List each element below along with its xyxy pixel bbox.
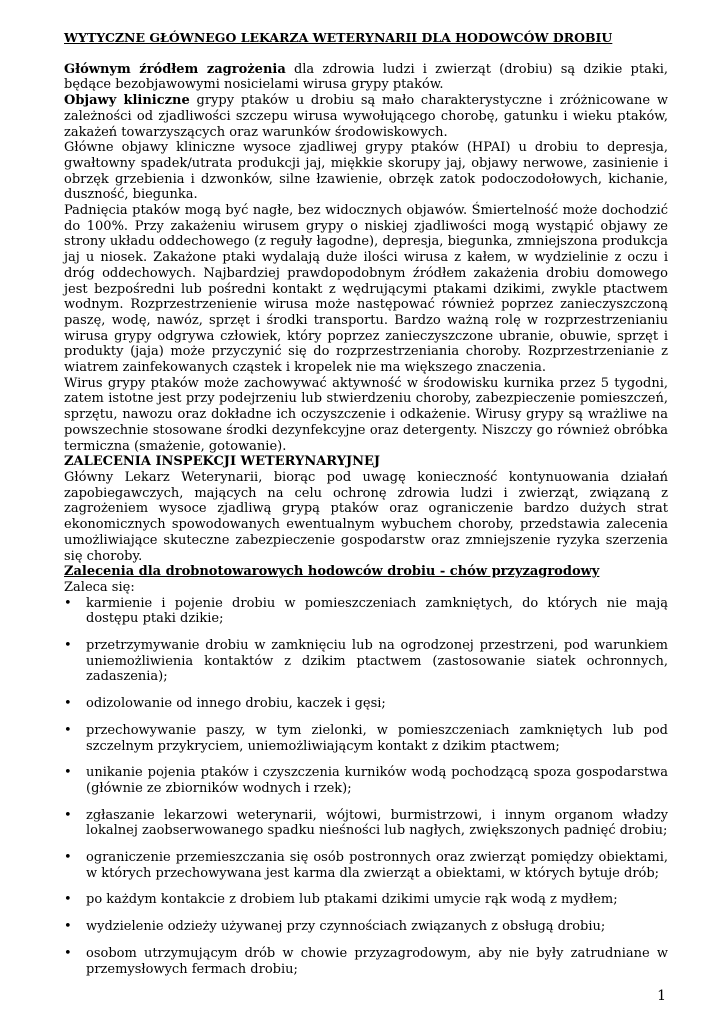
document-page xyxy=(64,30,668,988)
bullet-icon: • xyxy=(64,696,72,712)
bullet-icon: • xyxy=(64,765,72,781)
page-number: 1 xyxy=(657,988,666,1004)
recommendations-lead: Zaleca się: xyxy=(64,579,135,595)
list-item xyxy=(64,765,668,796)
list-item-text: karmienie i pojenie drobiu w pomieszczeniach zamkniętych, do których nie mają dostępu ptaki dzikie; xyxy=(86,595,668,627)
list-item xyxy=(64,946,668,977)
list-item xyxy=(64,638,668,685)
list-item-text: ograniczenie przemieszczania się osób postronnych oraz zwierząt pomiędzy obiektami, w których przechowywana jest karma dla zwierząt a obiektami, w których bytuje drób; xyxy=(86,850,668,881)
list-item-text: osobom utrzymującym drób w chowie przyzagrodowym, aby nie były zatrudniane w przemysłowych fermach drobiu; xyxy=(86,945,668,977)
list-item-text: odizolowanie od innego drobiu, kaczek i gęsi; xyxy=(86,696,386,712)
paragraph-mortality: Padnięcia ptaków mogą być nagłe, bez widocznych objawów. Śmiertelność może dochodzić do 100%. Przy zakażeniu wirusem grypy o niskiej zjadliwości mogą wystąpić objawy ze strony układu oddechowego (z reguły łagodne), depresja, biegunka, zmniejszona produkcja jaj u niosek. Zakażone ptaki wydalają duże ilości wirusa z kałem, w wydzielinie z oczu i dróg oddechowych. Najbardziej prawdopodobnym źródłem zakażenia drobiu domowego jest bezpośredni lub pośredni kontakt z wędrującymi ptakami dzikimi, zwykle ptactwem wodnym. Rozprzestrzenienie wirusa może następować również poprzez zanieczyszczoną paszę, wodę, nawóz, sprzęt i środki transportu. Bardzo ważną rolę w rozprzestrzenianiu wirusa grypy odgrywa człowiek, który poprzez zanieczyszczone ubranie, obuwie, sprzęt i produkty (jaja) może przyczynić się do rozprzestrzeniania choroby. Rozprzestrzenianie z wiatrem zainfekowanych cząstek i kropelek nie ma większego znaczenia. xyxy=(64,203,668,376)
paragraph-virus-persistence: Wirus grypy ptaków może zachowywać aktywność w środowisku kurnika przez 5 tygodni, zatem istotne jest przy podejrzeniu lub stwierdzeniu choroby, zabezpieczenie pomieszczeń, sprzętu, nawozu oraz dokładne ich oczyszczenie i odkażenie. Wirusy grypy są wrażliwe na powszechnie stosowane środki dezynfekcyjne oraz detergenty. Niszczy go również obróbka termiczna (smażenie, gotowanie). xyxy=(64,375,668,454)
bullet-icon: • xyxy=(64,722,72,738)
list-item xyxy=(64,596,668,627)
main-threat-label: Głównym źródłem zagrożenia xyxy=(64,61,286,77)
list-item-text: zgłaszanie lekarzowi weterynarii, wójtowi, burmistrzowi, i innym organom władzy lokalnej zaobserwowanego spadku nieśności lub nagłych, zwiększonych padnięć drobiu; xyxy=(86,807,668,839)
paragraph-inspection-text: Główny Lekarz Weterynarii, biorąc pod uwagę konieczność kontynuowania działań zapobiegawczych, mających na celu ochronę zdrowia ludzi i zwierząt, związaną z zagrożeniem wysoce zjadliwą grypą ptaków oraz ograniczenie bardzo dużych strat ekonomicznych spowodowanych ewentualnym wybuchem choroby, przedstawia zalecenia umożliwiające skuteczne zabezpieczenie gospodarstw oraz zmniejszenie ryzyka szerzenia się choroby. xyxy=(64,469,668,564)
main-threat-text: dla zdrowia ludzi i zwierząt (drobiu) są dzikie ptaki, będące bezobjawowymi nosicielami wirusa grypy ptaków. xyxy=(64,61,668,93)
clinical-signs-text: grypy ptaków u drobiu są mało charakterystyczne i zróżnicowane w zależności od zjadliwości szczepu wirusa wywołującego chorobę, gatunku i wieku ptaków, zakażeń towarzyszących oraz warunków środowiskowych. xyxy=(64,93,669,140)
section-heading-inspection: ZALECENIA INSPEKCJI WETERYNARYJNEJ xyxy=(64,454,381,470)
bullet-icon: • xyxy=(64,638,72,654)
bullet-icon: • xyxy=(64,595,72,611)
list-item-text: po każdym kontakcie z drobiem lub ptakami dzikimi umycie rąk wodą z mydłem; xyxy=(86,892,618,908)
list-item xyxy=(64,723,668,754)
document-title: WYTYCZNE GŁÓWNEGO LEKARZA WETERYNARII DLA HODOWCÓW DROBIU xyxy=(64,30,613,45)
list-item xyxy=(64,892,668,908)
section-heading-small-farms: Zalecenia dla drobnotowarowych hodowców drobiu - chów przyzagrodowy xyxy=(64,564,600,580)
list-item xyxy=(64,808,668,839)
bullet-icon: • xyxy=(64,945,72,961)
paragraph-clinical-signs xyxy=(64,93,668,140)
paragraph-main-threat xyxy=(64,62,668,93)
list-item-text: przechowywanie paszy, w tym zielonki, w pomieszczeniach zamkniętych lub pod szczelnym przykryciem, uniemożliwiającym kontakt z dzikim ptactwem; xyxy=(86,722,668,754)
paragraph-hpai-signs: Główne objawy kliniczne wysoce zjadliwej grypy ptaków (HPAI) u drobiu to depresja, gwałtowny spadek/utrata produkcji jaj, miękkie skorupy jaj, objawy nerwowe, zasinienie i obrzęk grzebienia i dzwonków, silne łzawienie, obrzęk zatok podoczodołowych, kichanie, duszność, biegunka. xyxy=(64,140,668,203)
list-item-text: unikanie pojenia ptaków i czyszczenia kurników wodą pochodzącą spoza gospodarstwa (głównie ze zbiorników wodnych i rzek); xyxy=(86,765,668,796)
clinical-signs-label: Objawy kliniczne xyxy=(64,93,190,109)
list-item-text: przetrzymywanie drobiu w zamknięciu lub na ogrodzonej przestrzeni, pod warunkiem uniemożliwienia kontaktów z dzikim ptactwem (zastosowanie siatek ochronnych, zadaszenia); xyxy=(86,638,668,685)
list-item xyxy=(64,850,668,881)
bullet-icon: • xyxy=(64,807,72,823)
list-item xyxy=(64,919,668,935)
list-item xyxy=(64,696,668,712)
bullet-icon: • xyxy=(64,850,72,866)
recommendations-list xyxy=(64,596,668,978)
bullet-icon: • xyxy=(64,892,72,908)
bullet-icon: • xyxy=(64,919,72,935)
list-item-text: wydzielenie odzieży używanej przy czynnościach związanych z obsługą drobiu; xyxy=(86,919,606,935)
